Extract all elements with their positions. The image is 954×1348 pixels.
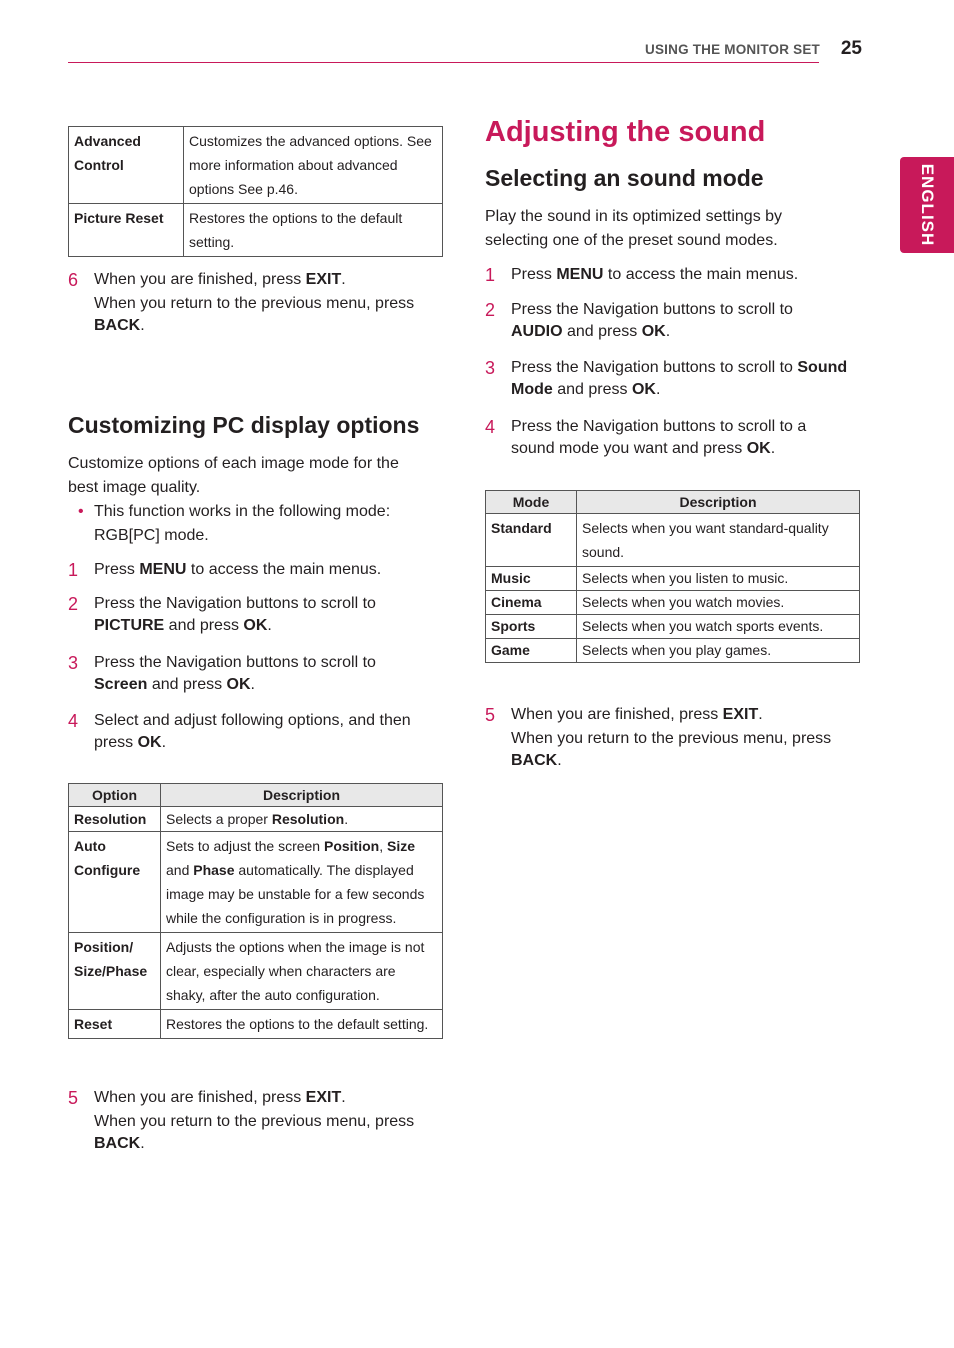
table-row (69, 127, 443, 204)
table-row (486, 567, 860, 591)
step-bold: Sound Mode (511, 359, 848, 398)
step-bold: OK (137, 734, 162, 751)
step-text: Select and adjust following options, and then press (94, 712, 411, 751)
step-text: When you are finished, press (94, 271, 306, 288)
step-bold: BACK (94, 317, 141, 334)
step-number: 6 (68, 270, 79, 290)
step-text: . (557, 752, 562, 769)
section-intro: Play the sound in its optimized settings by selecting one of the preset sound modes. (485, 208, 783, 249)
step-5 (485, 704, 865, 774)
section-title: USING THE MONITOR SET (645, 42, 820, 57)
step-text: . (140, 1135, 145, 1152)
step-5 (68, 1087, 448, 1157)
mode-desc: Selects when you watch sports events. (577, 615, 860, 639)
option-desc: Restores the options to the default setting. (184, 204, 443, 257)
step-text: . (341, 271, 346, 288)
table-row (486, 615, 860, 639)
step-text: Press the Navigation buttons to scroll to (94, 654, 376, 671)
step-text: Press the Navigation buttons to scroll to a sound mode you want and press (511, 418, 807, 457)
table-header-row (486, 491, 860, 514)
step-4 (485, 416, 865, 462)
step-bold: MENU (139, 561, 187, 578)
option-key: Auto Configure (69, 832, 161, 933)
step-text: . (140, 317, 145, 334)
pc-options-table (68, 783, 443, 1039)
option-key: Picture Reset (69, 204, 184, 257)
step-bold: EXIT (305, 1089, 342, 1106)
step-6 (68, 269, 448, 339)
mode-desc: Selects when you watch movies. (577, 591, 860, 615)
step-text: . (341, 1089, 346, 1106)
step-text: and press (562, 323, 642, 340)
mode-desc: Selects when you play games. (577, 639, 860, 663)
step-text: When you return to the previous menu, press (94, 295, 415, 312)
advanced-options-table (68, 126, 443, 257)
header-divider (68, 62, 819, 63)
table-row (69, 807, 443, 832)
step-text: . (758, 706, 763, 723)
table-header-row (69, 784, 443, 807)
step-2 (68, 593, 448, 639)
mode-desc: Selects when you listen to music. (577, 567, 860, 591)
step-number: 4 (485, 417, 496, 437)
step-bold: OK (631, 381, 656, 398)
step-number: 1 (68, 560, 79, 580)
step-text: When you are finished, press (511, 706, 723, 723)
step-bold: EXIT (305, 271, 342, 288)
step-text: . (665, 323, 671, 340)
column-header: Description (577, 491, 860, 514)
step-number: 3 (485, 358, 496, 378)
table-row (69, 832, 443, 933)
step-text: Press (511, 266, 557, 283)
step-text: Press the Navigation buttons to scroll to (511, 301, 793, 318)
table-row (486, 639, 860, 663)
section-intro: Customize options of each image mode for the best image quality. (68, 455, 399, 496)
step-bold: BACK (94, 1135, 141, 1152)
table-row (486, 514, 860, 567)
step-text: When you are finished, press (94, 1089, 306, 1106)
step-text: . (161, 734, 167, 751)
option-desc: Customizes the advanced options. See more information about advanced options See p.46. (184, 127, 443, 204)
step-text: Press (94, 561, 140, 578)
step-bold: AUDIO (511, 323, 563, 340)
column-header: Option (69, 784, 161, 807)
option-desc: Selects a proper Resolution. (161, 807, 443, 832)
language-tab (900, 157, 954, 253)
option-key: Position/ Size/Phase (69, 933, 161, 1010)
table-row (486, 591, 860, 615)
step-bold: PICTURE (94, 617, 165, 634)
option-key: Reset (69, 1010, 161, 1039)
step-text: . (267, 617, 272, 634)
step-3 (68, 652, 448, 698)
sound-mode-table (485, 490, 860, 663)
mode-key: Cinema (486, 591, 577, 615)
page-title: Adjusting the sound (485, 116, 766, 148)
step-bold: OK (641, 323, 666, 340)
step-bold: OK (226, 676, 251, 693)
step-number: 5 (68, 1088, 79, 1108)
step-bold: EXIT (722, 706, 759, 723)
table-row (69, 204, 443, 257)
step-1 (485, 264, 865, 288)
column-header: Description (161, 784, 443, 807)
step-bold: OK (746, 440, 771, 457)
table-row (69, 1010, 443, 1039)
option-desc: Restores the options to the default setting. (161, 1010, 443, 1039)
step-number: 3 (68, 653, 79, 673)
step-text: Press the Navigation buttons to scroll to (511, 359, 798, 376)
bullet-item (78, 500, 418, 544)
step-2 (485, 299, 865, 345)
step-bold: Screen (94, 676, 148, 693)
option-key: Resolution (69, 807, 161, 832)
step-number: 4 (68, 711, 79, 731)
step-text: to access the main menus. (186, 561, 382, 578)
step-text: . (770, 440, 776, 457)
step-bold: MENU (556, 266, 604, 283)
step-text: . (250, 676, 255, 693)
step-number: 5 (485, 705, 496, 725)
step-bold: OK (243, 617, 268, 634)
option-key: Advanced Control (69, 127, 184, 204)
step-text: and press (147, 676, 227, 693)
mode-key: Game (486, 639, 577, 663)
step-number: 1 (485, 265, 496, 285)
step-text: and press (552, 381, 632, 398)
bullet-text: This function works in the following mode: RGB[PC] mode. (94, 503, 391, 544)
step-1 (68, 559, 448, 583)
table-row (69, 933, 443, 1010)
step-text: When you return to the previous menu, press (511, 730, 832, 747)
section-heading: Selecting an sound mode (485, 165, 764, 191)
step-text: to access the main menus. (603, 266, 799, 283)
step-bold: BACK (511, 752, 558, 769)
bullet-icon: • (78, 503, 84, 520)
option-desc: Adjusts the options when the image is not clear, especially when characters are shaky, after the auto configuration. (161, 933, 443, 1010)
page-number: 25 (840, 38, 862, 59)
column-header: Mode (486, 491, 577, 514)
option-desc: Sets to adjust the screen Position, Size and Phase automatically. The displayed image may be unstable for a few seconds while the configuration is in progress. (161, 832, 443, 933)
section-heading: Customizing PC display options (68, 412, 420, 438)
step-text: and press (164, 617, 244, 634)
mode-key: Standard (486, 514, 577, 567)
language-label: ENGLISH (918, 163, 937, 247)
mode-key: Music (486, 567, 577, 591)
step-text: When you return to the previous menu, press (94, 1113, 415, 1130)
mode-desc: Selects when you want standard-quality sound. (577, 514, 860, 567)
mode-key: Sports (486, 615, 577, 639)
step-number: 2 (68, 594, 79, 614)
step-text: . (655, 381, 661, 398)
step-text: Press the Navigation buttons to scroll to (94, 595, 376, 612)
step-3 (485, 357, 865, 403)
step-4 (68, 710, 448, 756)
step-number: 2 (485, 300, 496, 320)
